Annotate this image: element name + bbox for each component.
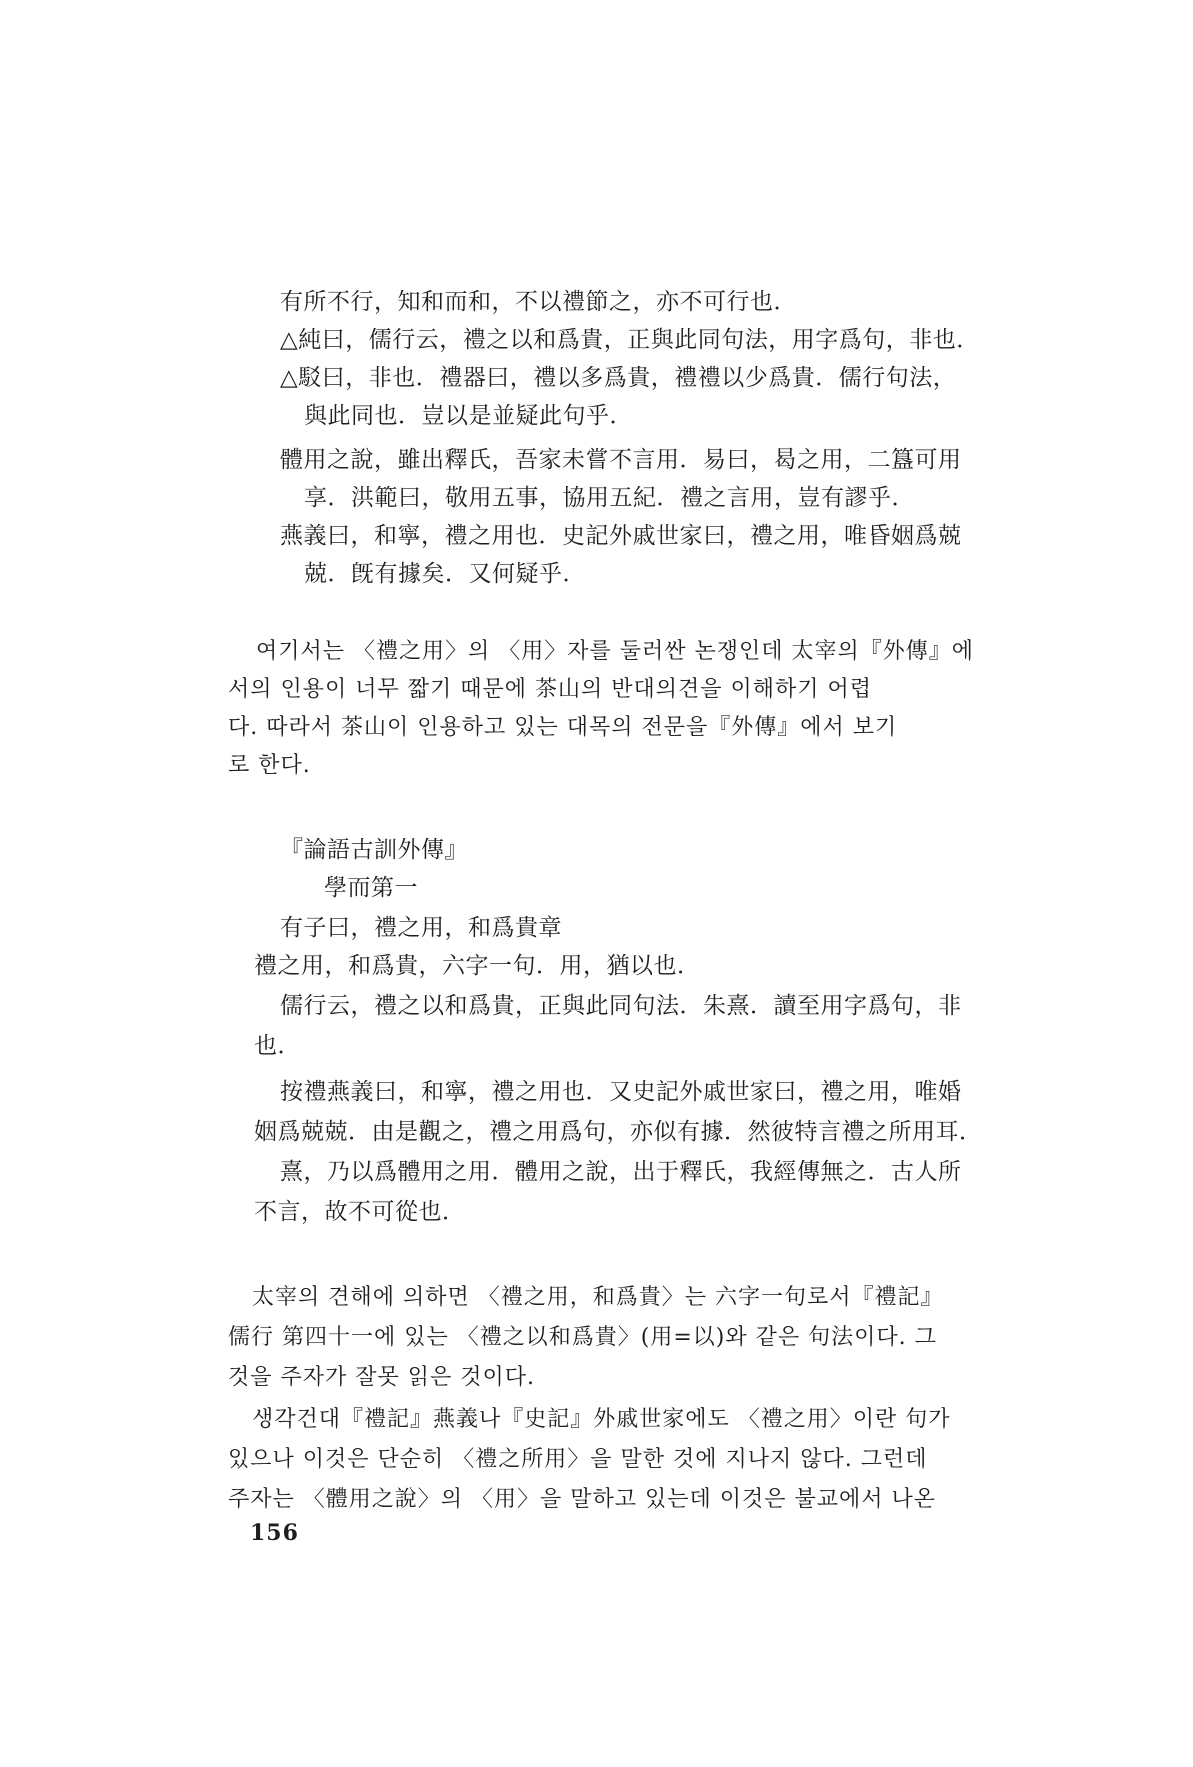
para1-line-1: 여기서는 〈禮之用〉의 〈用〉자를 둘러싼 논쟁인데 太宰의『外傳』에: [256, 639, 975, 664]
quote2-line-2: 儒行云，禮之以和爲貴，正與此同句法．朱熹．讀至用字爲句，非: [280, 993, 962, 1019]
quote1-line-8: 兢．旣有據矣．又何疑乎．: [304, 561, 586, 587]
para1-line-2: 서의 인용이 너무 짧기 때문에 茶山의 반대의견을 이해하기 어렵: [228, 677, 872, 702]
quote2-line-4: 按禮燕義曰，和寧，禮之用也．又史記外戚世家曰，禮之用，唯婚: [280, 1079, 962, 1105]
para2-line-6: 주자는 〈體用之說〉의 〈用〉을 말하고 있는데 이것은 불교에서 나온: [228, 1487, 936, 1512]
quote1-line-2: △純曰，儒行云，禮之以和爲貴，正與此同句法，用字爲句，非也．: [280, 327, 980, 353]
quote1-line-1: 有所不行，知和而和，不以禮節之，亦不可行也．: [280, 289, 797, 315]
quote1-line-5: 體用之說，雖出釋氏，吾家未嘗不言用．易曰，曷之用，二簋可用: [280, 447, 962, 473]
quote1-line-3: △駁曰，非也．禮器曰，禮以多爲貴，禮禮以少爲貴．儒行句法，: [280, 365, 957, 391]
quote1-line-6: 享．洪範曰，敬用五事，協用五紀．禮之言用，豈有謬乎．: [304, 485, 915, 511]
quote2-line-1: 禮之用，和爲貴，六字一句．用，猶以也．: [254, 953, 701, 979]
quote2-heading: 有子曰，禮之用，和爲貴章: [280, 915, 562, 941]
quote1-line-4: 與此同也．豈以是並疑此句乎．: [304, 403, 633, 429]
para2-line-3: 것을 주자가 잘못 읽은 것이다.: [228, 1365, 535, 1390]
page-number: 156: [250, 1520, 299, 1546]
quote2-line-6: 熹，乃以爲體用之用．體用之說，出于釋氏，我經傳無之．古人所: [280, 1159, 962, 1185]
para2-line-1: 太宰의 견해에 의하면 〈禮之用，和爲貴〉는 六字一句로서『禮記』: [252, 1285, 944, 1310]
quote2-line-3: 也．: [254, 1033, 301, 1059]
quote2-line-7: 不言，故不可從也．: [254, 1199, 466, 1225]
para2-line-2: 儒行 第四十一에 있는 〈禮之以和爲貴〉(用=以)와 같은 句法이다. 그: [228, 1325, 937, 1350]
para1-line-4: 로 한다.: [228, 753, 311, 778]
para2-line-5: 있으나 이것은 단순히 〈禮之所用〉을 말한 것에 지나지 않다. 그런데: [228, 1447, 928, 1472]
quote2-chapter: 學而第一: [324, 875, 418, 901]
quote2-line-5: 姻爲兢兢．由是觀之，禮之用爲句，亦似有據．然彼特言禮之所用耳．: [254, 1119, 983, 1145]
para1-line-3: 다. 따라서 茶山이 인용하고 있는 대목의 전문을『外傳』에서 보기: [228, 715, 898, 740]
para2-line-4: 생각건대『禮記』燕義나『史記』外戚世家에도 〈禮之用〉이란 句가: [252, 1407, 951, 1432]
quote1-line-7: 燕義曰，和寧，禮之用也．史記外戚世家曰，禮之用，唯昏姻爲兢: [280, 523, 962, 549]
quote2-book-title: 『論語古訓外傳』: [280, 837, 468, 863]
